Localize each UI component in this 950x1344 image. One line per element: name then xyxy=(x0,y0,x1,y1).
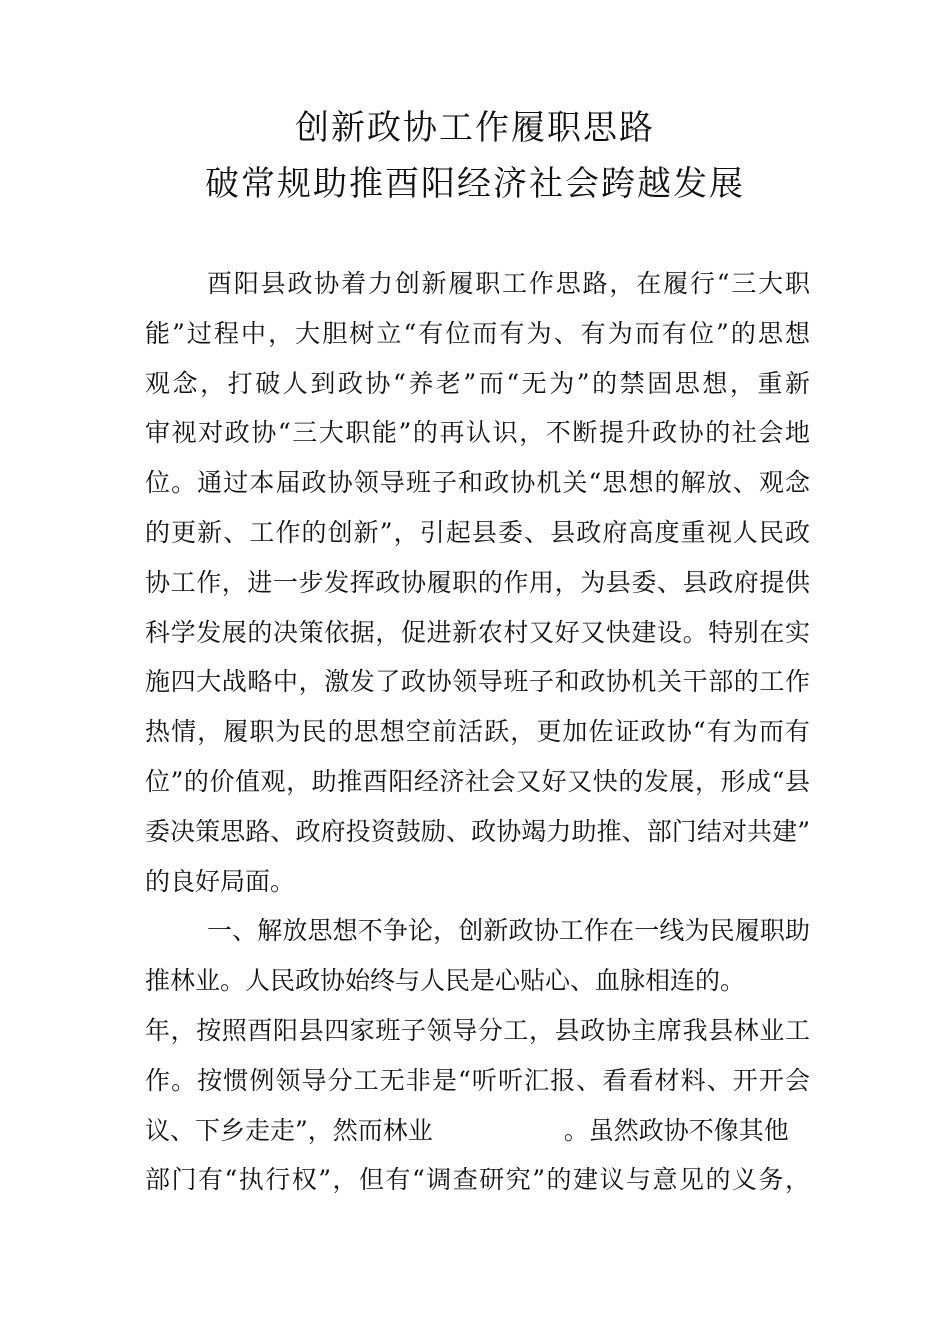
text-line: 热情，履职为民的思想空前活跃，更加佐证政协“有为而有 xyxy=(145,717,810,747)
text-fragment: 。虽然政协不像其他 xyxy=(563,1115,789,1145)
document-title xyxy=(0,100,950,212)
text-line: 位。通过本届政协领导班子和政协机关“思想的解放、观念 xyxy=(145,468,810,498)
paragraph-1 xyxy=(145,259,810,906)
text-line: 能”过程中，大胆树立“有位而有为、有为而有位”的思想 xyxy=(145,318,810,348)
title-line-1: 创新政协工作履职思路 xyxy=(295,108,655,148)
text-line: 推林业。人民政协始终与人民是心贴心、血脉相连的。 xyxy=(145,966,746,996)
title-line-2: 破常规助推酉阳经济社会跨越发展 xyxy=(205,164,745,204)
text-line: 委决策思路、政府投资鼓励、政协竭力助推、部门结对共建” xyxy=(145,816,810,846)
text-line: 部门有“执行权”，但有“调查研究”的建议与意见的义务， xyxy=(145,1165,810,1195)
text-line: 观念，打破人到政协“养老”而“无为”的禁固思想，重新 xyxy=(145,368,810,398)
text-line: 协工作，进一步发挥政协履职的作用，为县委、县政府提供 xyxy=(145,567,810,597)
text-line: 酉阳县政协着力创新履职工作思路，在履行“三大职 xyxy=(207,269,810,298)
text-fragment: 议、下乡走走”，然而林业 xyxy=(145,1115,433,1145)
text-line: 的更新、工作的创新”，引起县委、县政府高度重视人民政 xyxy=(145,517,810,547)
text-line: 年，按照酉阳县四家班子领导分工，县政协主席我县林业工 xyxy=(145,1015,810,1045)
text-line xyxy=(145,1106,810,1156)
text-line: 施四大战略中，激发了政协领导班子和政协机关干部的工作 xyxy=(145,667,810,697)
document-body xyxy=(145,259,810,1205)
paragraph-2 xyxy=(145,906,810,1205)
text-line: 审视对政协“三大职能”的再认识，不断提升政协的社会地 xyxy=(145,418,810,448)
text-line: 的良好局面。 xyxy=(145,866,296,896)
text-line: 位”的价值观，助推酉阳经济社会又好又快的发展，形成“县 xyxy=(145,766,810,796)
text-line: 作。按惯例领导分工无非是“听听汇报、看看材料、开开会 xyxy=(145,1065,810,1095)
text-line: 科学发展的决策依据，促进新农村又好又快建设。特别在实 xyxy=(145,617,810,647)
text-line: 一、解放思想不争论，创新政协工作在一线为民履职助 xyxy=(207,916,810,946)
